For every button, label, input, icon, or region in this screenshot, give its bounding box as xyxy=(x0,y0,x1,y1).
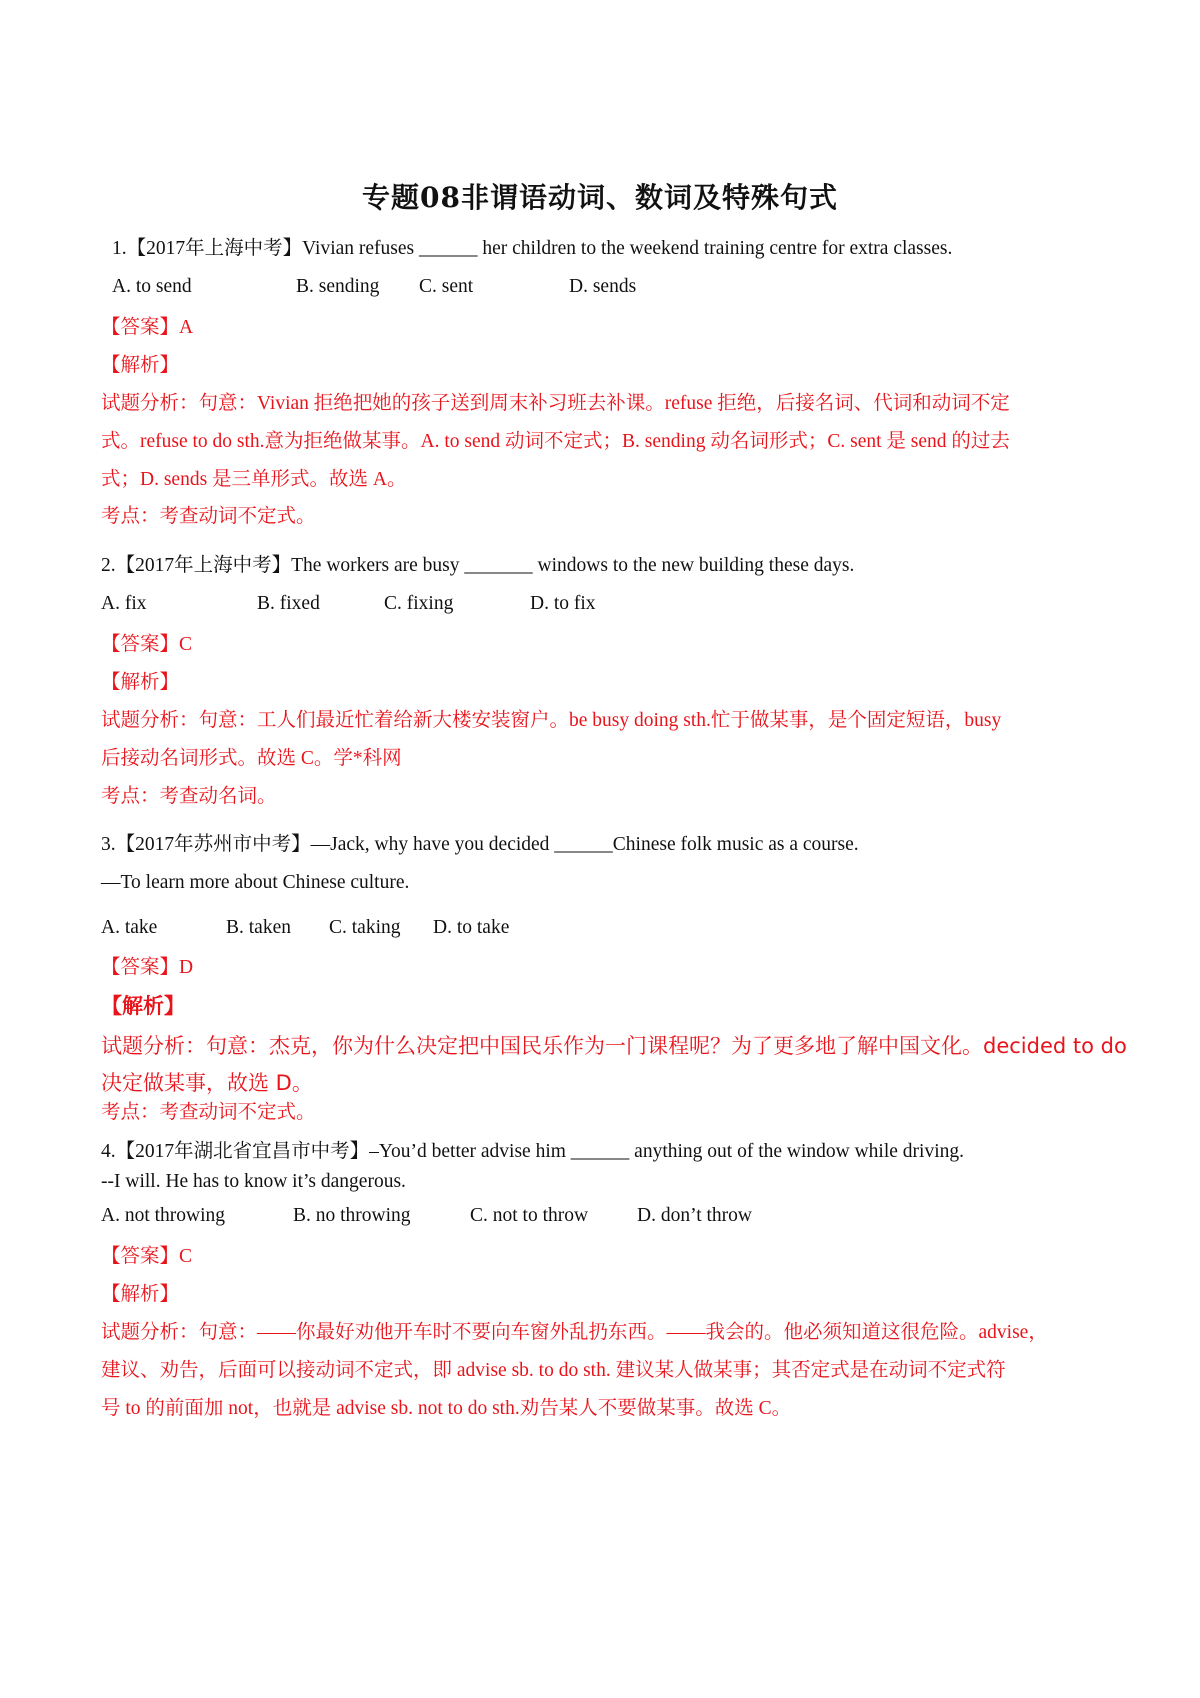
q1-analysis-line-3: 式；D. sends 是三单形式。故选 A。 xyxy=(101,469,407,490)
q4-option-a: A. not throwing xyxy=(101,1205,226,1226)
q1-option-d: D. sends xyxy=(569,276,637,297)
q3-option-d: D. to take xyxy=(433,917,510,938)
q4-reply: --I will. He has to know it’s dangerous. xyxy=(101,1171,406,1192)
q4-option-d: D. don’t throw xyxy=(637,1205,753,1226)
q4-analysis-line-2: 建议、劝告，后面可以接动词不定式，即 advise sb. to do sth. 建议某人做某事；其否定式是在动词不定式符 xyxy=(101,1360,1006,1381)
page-title: 专题08非谓语动词、数词及特殊句式 xyxy=(362,181,838,214)
q3-reply: —To learn more about Chinese culture. xyxy=(101,872,410,893)
question-3: 3.【2017年苏州市中考】—Jack, why have you decided ______Chinese folk music as a course. xyxy=(101,834,859,855)
q2-option-c: C. fixing xyxy=(384,593,454,614)
q3-analysis-line-1: 试题分析：句意：杰克，你为什么决定把中国民乐作为一门课程呢？为了更多地了解中国文化。decided to do xyxy=(101,1034,1127,1058)
q4-analysis-label: 【解析】 xyxy=(101,1284,180,1305)
q1-point: 考点：考查动词不定式。 xyxy=(101,506,316,527)
q1-option-b: B. sending xyxy=(296,276,380,297)
q1-analysis-line-2: 式。refuse to do sth.意为拒绝做某事。A. to send 动词不定式；B. sending 动名词形式；C. sent 是 send 的过去 xyxy=(101,431,1010,452)
q4-answer: 【答案】C xyxy=(101,1246,193,1267)
q1-analysis-label: 【解析】 xyxy=(101,355,180,376)
q3-point: 考点：考查动词不定式。 xyxy=(101,1102,316,1123)
q4-option-c: C. not to throw xyxy=(470,1205,589,1226)
q3-option-b: B. taken xyxy=(226,917,291,938)
q2-option-b: B. fixed xyxy=(257,593,320,614)
q2-analysis-line-2: 后接动名词形式。故选 C。学*科网 xyxy=(101,748,402,769)
q4-analysis-line-1: 试题分析：句意：——你最好劝他开车时不要向车窗外乱扔东西。——我会的。他必须知道这很危险。advise， xyxy=(101,1322,1048,1343)
q2-answer: 【答案】C xyxy=(101,634,193,655)
q2-analysis-line-1: 试题分析：句意：工人们最近忙着给新大楼安装窗户。be busy doing sth.忙于做某事，是个固定短语，busy xyxy=(101,710,1002,731)
q3-analysis-label: 【解析】 xyxy=(101,994,185,1018)
q2-point: 考点：考查动名词。 xyxy=(101,786,277,807)
question-1: 1.【2017年上海中考】Vivian refuses ______ her children to the weekend training centre for extra classes. xyxy=(112,238,953,259)
q2-analysis-label: 【解析】 xyxy=(101,672,180,693)
q3-option-c: C. taking xyxy=(329,917,401,938)
q3-answer: 【答案】D xyxy=(101,957,194,978)
q1-analysis-line-1: 试题分析：句意：Vivian 拒绝把她的孩子送到周末补习班去补课。refuse 拒绝，后接名词、代词和动词不定 xyxy=(101,393,1010,414)
q4-analysis-line-3: 号 to 的前面加 not，也就是 advise sb. not to do sth.劝告某人不要做某事。故选 C。 xyxy=(101,1398,792,1419)
question-2: 2.【2017年上海中考】The workers are busy _______ windows to the new building these days. xyxy=(101,555,855,576)
q3-analysis-line-2: 决定做某事，故选 D。 xyxy=(101,1071,313,1095)
q1-answer: 【答案】A xyxy=(101,317,194,338)
q1-option-a: A. to send xyxy=(112,276,192,297)
q2-option-a: A. fix xyxy=(101,593,147,614)
q4-option-b: B. no throwing xyxy=(293,1205,411,1226)
q2-option-d: D. to fix xyxy=(530,593,596,614)
q1-option-c: C. sent xyxy=(419,276,474,297)
q3-option-a: A. take xyxy=(101,917,158,938)
question-4: 4.【2017年湖北省宜昌市中考】–You’d better advise him ______ anything out of the window while driving. xyxy=(101,1141,964,1162)
